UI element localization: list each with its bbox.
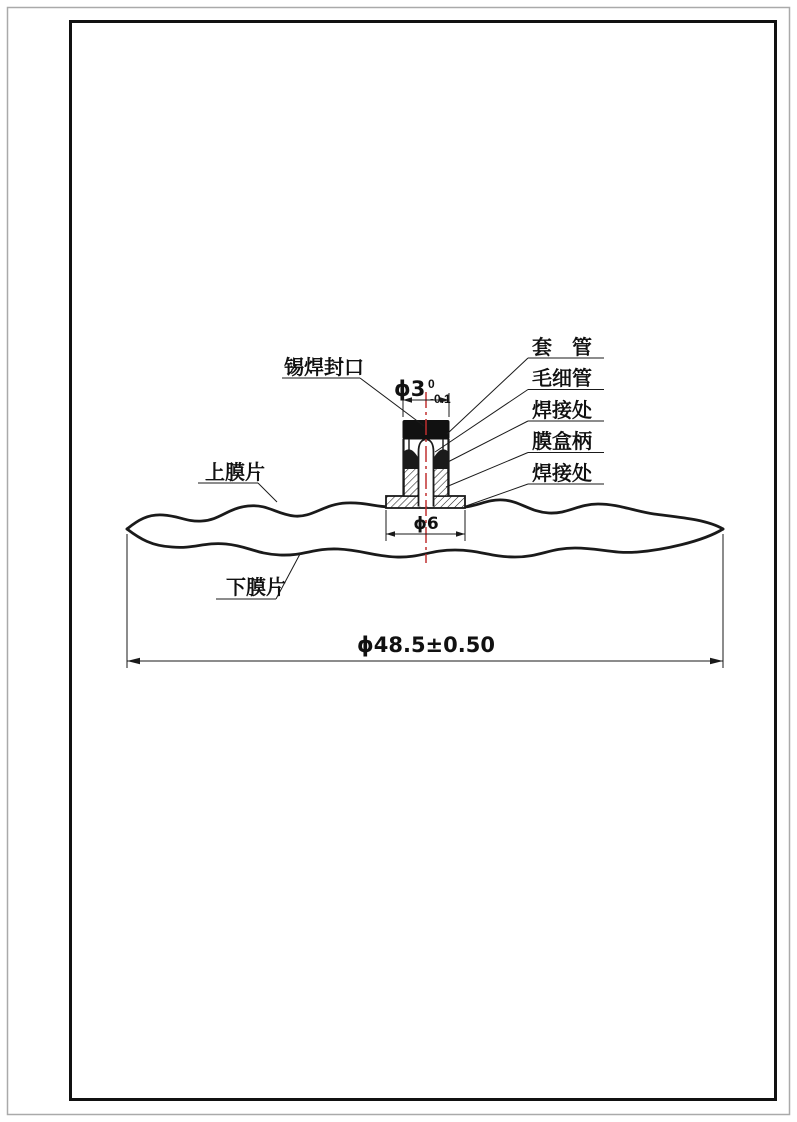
outer-border (8, 8, 790, 1115)
stem-right-section (434, 468, 449, 496)
inner-frame (71, 22, 776, 1100)
arrow-overall-left (127, 658, 140, 664)
label-weld-bottom: 焊接处 (532, 461, 592, 485)
leader-upper-membrane (258, 483, 277, 502)
label-capillary: 毛细管 (532, 366, 592, 390)
label-sleeve: 套 管 (532, 335, 592, 359)
stem-left-section (404, 468, 419, 496)
leader-sleeve (447, 358, 528, 434)
arrow-overall-right (710, 658, 723, 664)
leader-stem (446, 453, 528, 488)
label-stem: 膜盒柄 (532, 429, 592, 453)
dim-flange-diameter-text: ϕ6 (413, 514, 439, 534)
arrow-flange-left (386, 531, 395, 536)
dim-cap-diameter-text: ϕ3 0 -0.1 (394, 377, 451, 406)
label-solder-seal: 锡焊封口 (284, 355, 364, 379)
label-lower-membrane: 下膜片 (226, 575, 286, 599)
arrow-flange-right (456, 531, 465, 536)
label-weld-top: 焊接处 (532, 398, 592, 422)
label-upper-membrane: 上膜片 (205, 460, 265, 484)
dim-overall-diameter-text: ϕ48.5±0.50 (357, 633, 495, 657)
